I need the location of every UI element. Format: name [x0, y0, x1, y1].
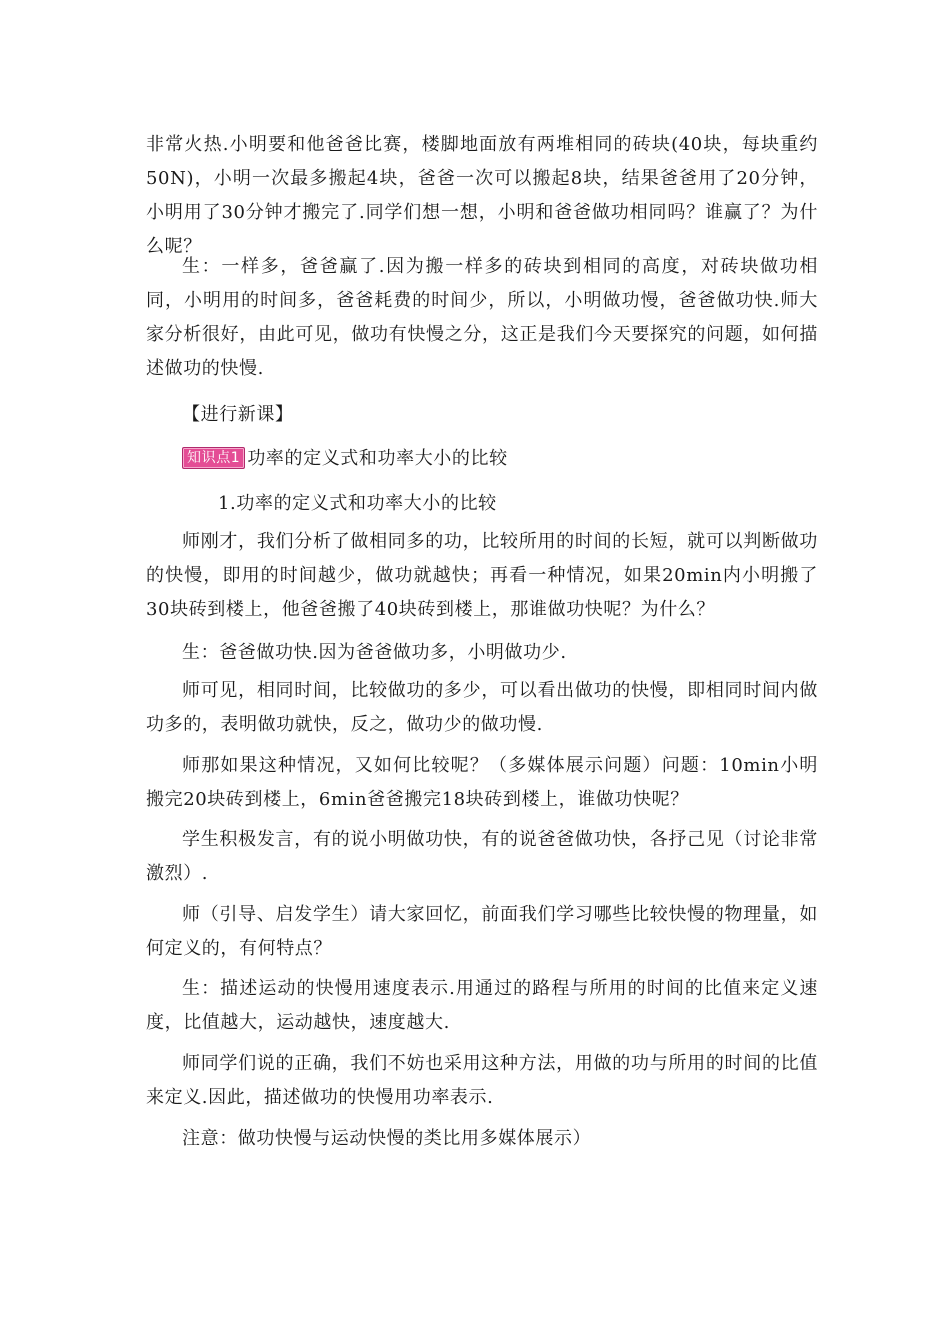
- knowledge-point-badge: 知识点1: [182, 447, 245, 469]
- paragraph-note: 注意：做功快慢与运动快慢的类比用多媒体展示）: [182, 1128, 592, 1149]
- paragraph-student-answer-2: 生：爸爸做功快.因为爸爸做功多，小明做功少.: [182, 642, 567, 663]
- knowledge-point-heading: [182, 442, 508, 476]
- sub-heading: 1.功率的定义式和功率大小的比较: [218, 493, 497, 514]
- paragraph-student-answer-1: 生：一样多，爸爸赢了.因为搬一样多的砖块到相同的高度，对砖块做功相同，小明用的时间多，爸爸耗费的时间少，所以，小明做功慢，爸爸做功快.师大家分析很好，由此可见，做功有快慢之分，这正是我们今天要探究的问题，如何描述做功的快慢.: [146, 256, 818, 379]
- paragraph-teacher-5: 师同学们说的正确，我们不妨也采用这种方法，用做的功与所用的时间的比值来定义.因此，描述做功的快慢用功率表示.: [146, 1053, 818, 1108]
- paragraph-teacher-1: 师刚才，我们分析了做相同多的功，比较所用的时间的长短，就可以判断做功的快慢，即用的时间越少，做功就越快；再看一种情况，如果20min内小明搬了30块砖到楼上，他爸爸搬了40块砖到楼上，那谁做功快呢？为什么？: [146, 531, 818, 620]
- paragraph-student-answer-3: 生：描述运动的快慢用速度表示.用通过的路程与所用的时间的比值来定义速度，比值越大，运动越快，速度越大.: [146, 978, 818, 1033]
- section-heading: 【进行新课】: [182, 404, 294, 425]
- paragraph-teacher-3: 师那如果这种情况，又如何比较呢？（多媒体展示问题）问题：10min小明搬完20块砖到楼上，6min爸爸搬完18块砖到楼上，谁做功快呢？: [146, 755, 818, 810]
- paragraph-student-discussion: 学生积极发言，有的说小明做功快，有的说爸爸做功快，各抒己见（讨论非常激烈）.: [146, 829, 818, 884]
- paragraph-teacher-2: 师可见，相同时间，比较做功的多少，可以看出做功的快慢，即相同时间内做功多的，表明做功就快，反之，做功少的做功慢.: [146, 680, 818, 735]
- knowledge-point-title: 功率的定义式和功率大小的比较: [247, 448, 508, 469]
- paragraph-story-continuation: 非常火热.小明要和他爸爸比赛，楼脚地面放有两堆相同的砖块(40块，每块重约50N)，小明一次最多搬起4块，爸爸一次可以搬起8块，结果爸爸用了20分钟，小明用了30分钟才搬完了.同学们想一想，小明和爸爸做功相同吗？谁赢了？为什么呢？: [146, 134, 818, 257]
- paragraph-teacher-4: 师（引导、启发学生）请大家回忆，前面我们学习哪些比较快慢的物理量，如何定义的，有何特点？: [146, 904, 818, 959]
